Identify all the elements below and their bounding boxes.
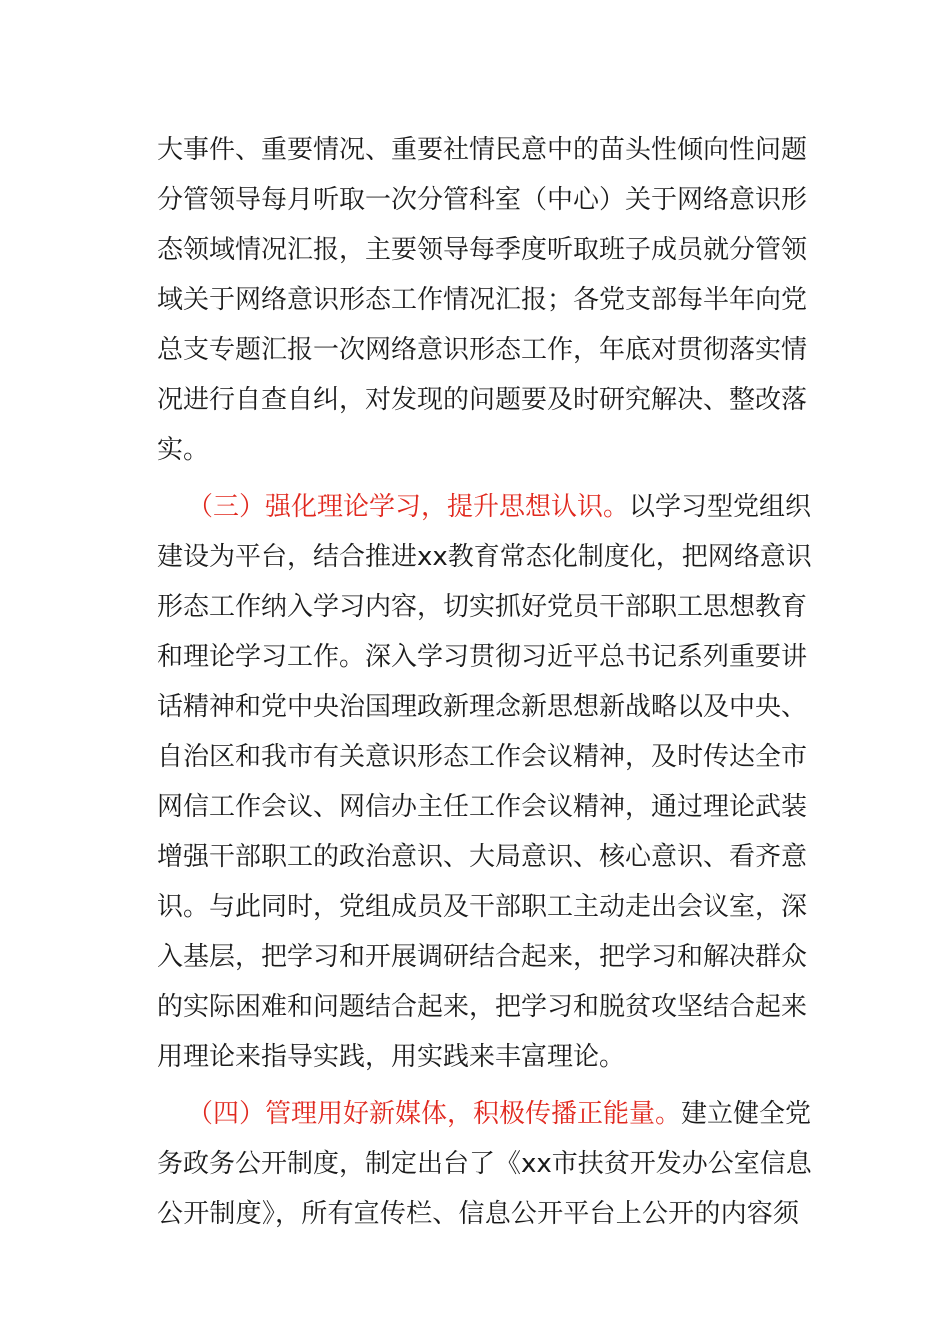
document-body (157, 125, 812, 1239)
section-heading-4: （四）管理用好新媒体，积极传播正能量。 (187, 1099, 682, 1129)
paragraph-1-line: 大事件、重要情况、重要社情民意中的苗头性倾向性问题 (157, 135, 808, 165)
paragraph-2-first-line (157, 482, 812, 532)
paragraph-1-line: 分管领导每月听取一次分管科室（中心）关于网络意识形 (157, 185, 808, 215)
paragraph-2-line: 增强干部职工的政治意识、大局意识、核心意识、看齐意 (157, 842, 808, 872)
section-heading-3: （三）强化理论学习，提升思想认识。 (187, 492, 630, 522)
paragraph-3-lead-text: 建立健全党 (681, 1099, 812, 1129)
paragraph-1-line: 总支专题汇报一次网络意识形态工作，年底对贯彻落实情 (157, 335, 808, 365)
paragraph-2 (157, 482, 812, 1082)
paragraph-3-first-line (157, 1089, 812, 1139)
paragraph-2-line: 话精神和党中央治国理政新理念新思想新战略以及中央、 (157, 692, 808, 722)
paragraph-2-line: 入基层，把学习和开展调研结合起来，把学习和解决群众 (157, 942, 808, 972)
paragraph-3 (157, 1089, 812, 1239)
paragraph-2-line: 和理论学习工作。深入学习贯彻习近平总书记系列重要讲 (157, 642, 808, 672)
paragraph-3-line: 务政务公开制度，制定出台了《xx市扶贫开发办公室信息 (157, 1149, 812, 1179)
paragraph-2-line: 网信工作会议、网信办主任工作会议精神，通过理论武装 (157, 792, 808, 822)
paragraph-2-line: 建设为平台，结合推进xx教育常态化制度化，把网络意识 (157, 542, 812, 572)
paragraph-1-line: 态领域情况汇报，主要领导每季度听取班子成员就分管领 (157, 235, 808, 265)
paragraph-2-line: 识。与此同时，党组成员及干部职工主动走出会议室，深 (157, 892, 808, 922)
paragraph-1-line: 域关于网络意识形态工作情况汇报；各党支部每半年向党 (157, 285, 808, 315)
paragraph-2-line: 形态工作纳入学习内容，切实抓好党员干部职工思想教育 (157, 592, 808, 622)
paragraph-3-line: 公开制度》，所有宣传栏、信息公开平台上公开的内容须 (157, 1199, 799, 1229)
paragraph-2-lead-text: 以学习型党组织 (629, 492, 812, 522)
paragraph-2-line: 的实际困难和问题结合起来，把学习和脱贫攻坚结合起来 (157, 992, 808, 1022)
paragraph-1-line: 实。 (157, 435, 210, 465)
paragraph-2-line: 用理论来指导实践，用实践来丰富理论。 (157, 1042, 626, 1072)
paragraph-1-line: 况进行自查自纠，对发现的问题要及时研究解决、整改落 (157, 385, 808, 415)
paragraph-2-line: 自治区和我市有关意识形态工作会议精神，及时传达全市 (157, 742, 808, 772)
paragraph-1 (157, 125, 808, 475)
